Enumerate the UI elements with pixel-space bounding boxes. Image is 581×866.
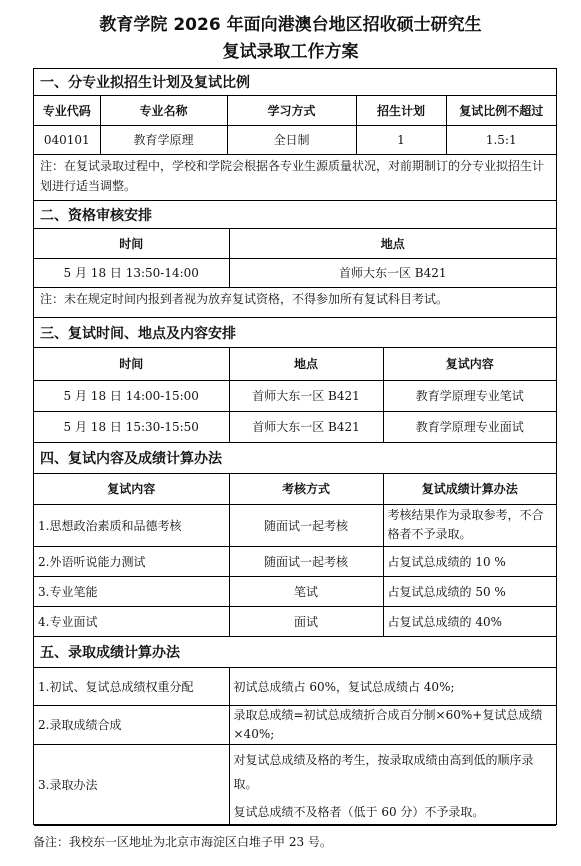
- cell-study-mode: 全日制: [227, 125, 356, 154]
- cell-detail: 初试总成绩占 60%，复试总成绩占 40%;: [229, 668, 556, 705]
- section5-heading: 五、录取成绩计算办法: [34, 637, 556, 668]
- header-enrollment-plan: 招生计划: [356, 96, 446, 125]
- cell-method: 随面试一起考核: [229, 504, 383, 546]
- header-location: 地点: [229, 348, 383, 380]
- section3-heading: 三、复试时间、地点及内容安排: [34, 318, 556, 348]
- section3-table: [34, 348, 556, 443]
- header-score-method: 复试成绩计算办法: [383, 474, 556, 504]
- cell-enrollment-plan: 1: [356, 125, 446, 154]
- cell-major-name: 教育学原理: [100, 125, 227, 154]
- table-row: [34, 576, 556, 606]
- admission-rule-2: 复试总成绩不及格者（低于 60 分）不予录取。: [233, 804, 485, 819]
- cell-calc: 占复试总成绩的 10 %: [383, 546, 556, 576]
- cell-method: 随面试一起考核: [229, 546, 383, 576]
- cell-item: 1.思想政治素质和品德考核: [34, 504, 229, 546]
- cell-time: 5 月 18 日 14:00-15:00: [34, 380, 229, 411]
- cell-method: 笔试: [229, 576, 383, 606]
- table-row: [34, 411, 556, 442]
- cell-retest-ratio: 1.5:1: [446, 125, 556, 154]
- header-time: 时间: [34, 348, 229, 380]
- section2-table: [34, 229, 556, 288]
- cell-item: 1.初试、复试总成绩权重分配: [34, 668, 229, 705]
- section2-heading: 二、资格审核安排: [34, 201, 556, 229]
- section2-note: 注：未在规定时间内报到者视为放弃复试资格，不得参加所有复试科目考试。: [34, 287, 556, 318]
- section4-table: [34, 474, 556, 637]
- header-major-code: 专业代码: [34, 96, 100, 125]
- table-row: [34, 668, 556, 705]
- table-row: [34, 705, 556, 744]
- header-location: 地点: [229, 229, 556, 258]
- cell-item: 3.专业笔能: [34, 576, 229, 606]
- cell-item: 2.外语听说能力测试: [34, 546, 229, 576]
- table-row: [34, 606, 556, 636]
- table-row: [34, 380, 556, 411]
- header-assessment-method: 考核方式: [229, 474, 383, 504]
- cell-time: 5 月 18 日 15:30-15:50: [34, 411, 229, 442]
- cell-detail: 录取总成绩=初试总成绩折合成百分制×60%+复试总成绩×40%;: [229, 705, 556, 744]
- cell-item: 4.专业面试: [34, 606, 229, 636]
- cell-calc: 考核结果作为录取参考，不合格者不予录取。: [383, 504, 556, 546]
- cell-location: 首师大东一区 B421: [229, 380, 383, 411]
- cell-calc: 占复试总成绩的 50 %: [383, 576, 556, 606]
- admission-rule-1: 对复试总成绩及格的考生，按录取成绩由高到低的顺序录取。: [233, 752, 534, 791]
- header-major-name: 专业名称: [100, 96, 227, 125]
- section1-heading: 一、分专业拟招生计划及复试比例: [34, 69, 556, 96]
- cell-calc: 占复试总成绩的 40%: [383, 606, 556, 636]
- cell-review-location: 首师大东一区 B421: [229, 258, 556, 287]
- cell-review-time: 5 月 18 日 13:50-14:00: [34, 258, 229, 287]
- section1-note: 注：在复试录取过程中，学校和学院会根据各专业生源质量状况，对前期制订的分专业拟招生计划进行适当调整。: [34, 154, 556, 201]
- table-row: [34, 744, 556, 825]
- header-retest-ratio: 复试比例不超过: [446, 96, 556, 125]
- cell-location: 首师大东一区 B421: [229, 411, 383, 442]
- document-title-line2: 复试录取工作方案: [222, 42, 359, 62]
- header-study-mode: 学习方式: [227, 96, 356, 125]
- plan-table: [33, 68, 557, 825]
- cell-content: 教育学原理专业笔试: [383, 380, 556, 411]
- header-retest-content: 复试内容: [383, 348, 556, 380]
- section4-heading: 四、复试内容及成绩计算办法: [34, 443, 556, 474]
- cell-item: 2.录取成绩合成: [34, 705, 229, 744]
- cell-method: 面试: [229, 606, 383, 636]
- table-row: [34, 504, 556, 546]
- header-retest-content: 复试内容: [34, 474, 229, 504]
- document-title-line1: 教育学院 2026 年面向港澳台地区招收硕士研究生: [99, 15, 482, 35]
- table-row: [34, 546, 556, 576]
- cell-detail: [229, 744, 556, 825]
- section5-table: [34, 668, 556, 826]
- cell-content: 教育学原理专业面试: [383, 411, 556, 442]
- section1-table: [34, 96, 556, 155]
- footer-note: 备注：我校东一区地址为北京市海淀区白堆子甲 23 号。: [33, 835, 332, 849]
- cell-item: 3.录取办法: [34, 744, 229, 825]
- cell-major-code: 040101: [34, 125, 100, 154]
- header-time: 时间: [34, 229, 229, 258]
